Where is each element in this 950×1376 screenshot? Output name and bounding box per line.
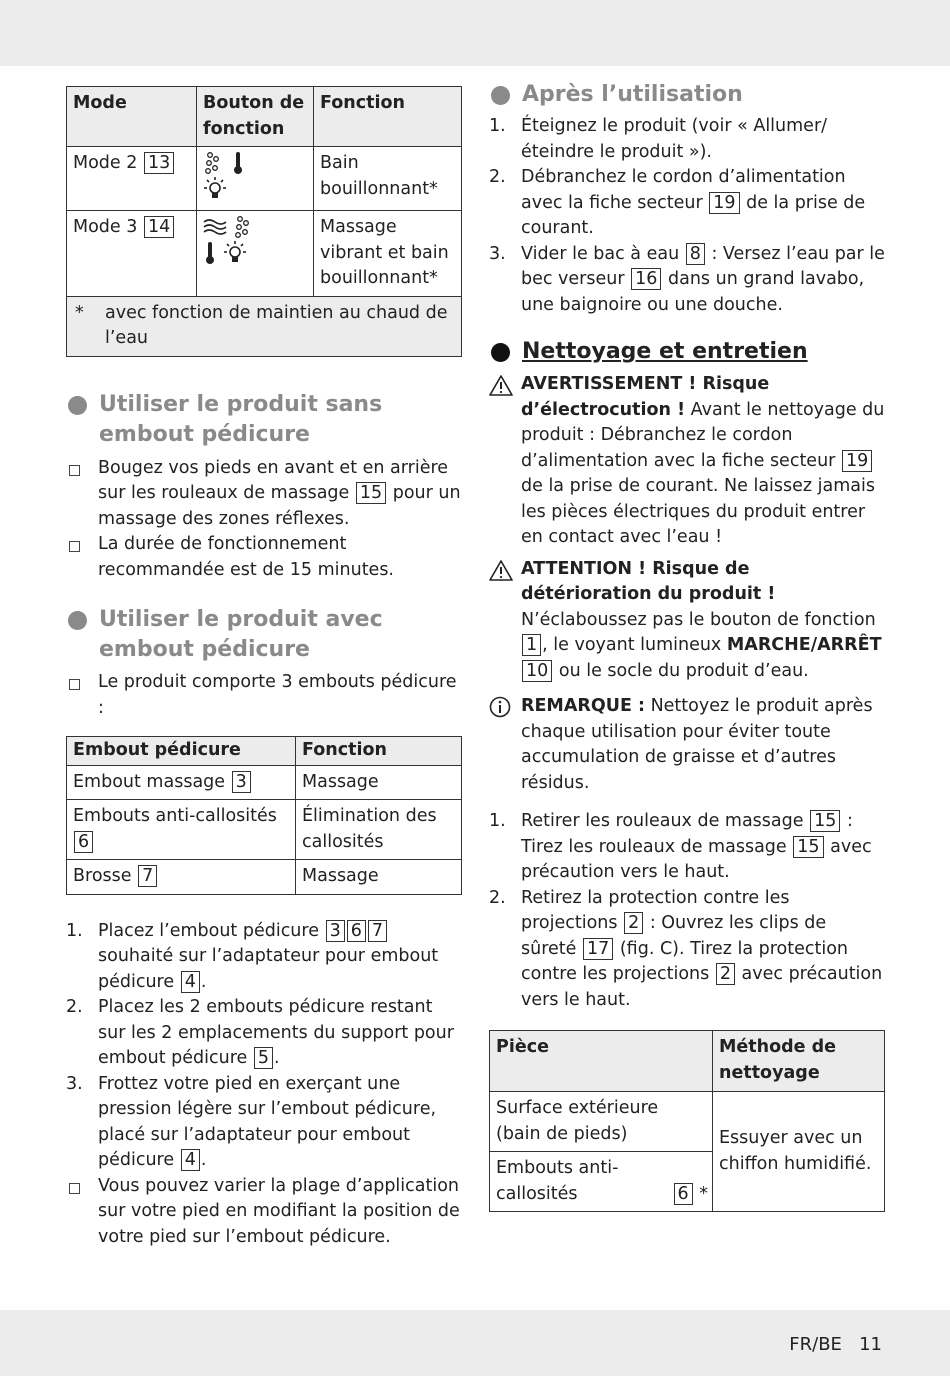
- bubbles-icon: [203, 151, 225, 175]
- table-cell: Massage: [296, 860, 462, 895]
- light-icon: [203, 177, 227, 201]
- ref-number: 8: [686, 243, 705, 265]
- bullet-dot: [68, 396, 87, 415]
- table-cell: Brosse 7: [67, 860, 296, 895]
- ref-number: 2: [624, 912, 643, 934]
- ref-number: 4: [181, 971, 200, 993]
- right-column: [489, 80, 885, 1212]
- vibration-icon: [203, 217, 227, 237]
- modes-table: [66, 86, 462, 357]
- ref-number: 16: [631, 268, 661, 290]
- ref-number: 1: [522, 634, 541, 656]
- list-item: 3. Frottez votre pied en exerçant une pression légère sur l’embout pédicure, placé sur l’adaptateur pour embout pédicure 4 .: [66, 1073, 437, 1170]
- list-item: Bougez vos pieds en avant et en arrière sur les rouleaux de massage 15 pour un massage des zones réflexes.: [66, 456, 462, 533]
- section-title: Après l’utilisation: [489, 80, 885, 110]
- header-band: [0, 0, 950, 66]
- left-column: [66, 86, 462, 1250]
- table-header: Mode: [67, 87, 197, 147]
- ref-number: 6: [74, 831, 93, 853]
- table-header: Pièce: [490, 1031, 713, 1092]
- checkbox-bullet: [69, 679, 80, 690]
- table-cell: Embout massage 3: [67, 765, 296, 800]
- list-item: 2. Retirez la protection contre les projections 2 : Ouvrez les clips de sûreté 17 (fig. C). Tirez la protection contre les projections 2 avec précaution vers le haut.: [489, 887, 883, 1010]
- table-cell: Massage vibrant et bain bouillonnant*: [314, 211, 462, 297]
- table-header: Méthode de nettoyage: [713, 1031, 885, 1092]
- ref-number: 14: [144, 216, 174, 238]
- table-row: [490, 1092, 885, 1152]
- table-row: [67, 765, 462, 800]
- thermometer-icon: [231, 151, 245, 175]
- list-item: 1. Placez l’embout pédicure 3 6 7 souhaité sur l’adaptateur pour embout pédicure 4 .: [66, 920, 439, 992]
- table-cell: Essuyer avec un chiffon humidifié.: [713, 1092, 885, 1212]
- embout-table: [66, 736, 462, 895]
- ref-number: 6: [674, 1183, 693, 1205]
- ref-number: 3: [326, 920, 345, 942]
- ref-number: 2: [716, 963, 735, 985]
- table-header: Bouton de fonction: [197, 87, 314, 147]
- table-cell: Élimination des callosités: [296, 800, 462, 860]
- function-icons: [197, 211, 314, 297]
- table-row: [67, 147, 462, 211]
- bullet-dot: [491, 343, 510, 362]
- table-cell: Bain bouillonnant*: [314, 147, 462, 211]
- ref-number: 15: [793, 836, 823, 858]
- table-header: Embout pédicure: [67, 737, 296, 766]
- table-footnote: * avec fonction de maintien au chaud de l’eau: [67, 296, 462, 356]
- page-footer: FR/BE 11: [789, 1334, 882, 1355]
- warning-icon: [489, 374, 513, 396]
- table-row: [67, 800, 462, 860]
- list-item: 3. Vider le bac à eau 8 : Versez l’eau par le bec verseur 16 dans un grand lavabo, une baignoire ou une douche.: [489, 243, 885, 315]
- checkbox-bullet: [69, 1183, 80, 1194]
- bullet-dot: [491, 86, 510, 105]
- table-cell: Mode 3 14: [67, 211, 197, 297]
- list-item: 1. Retirer les rouleaux de massage 15 : Tirez les rouleaux de massage 15 avec précaution vers le haut.: [489, 811, 872, 882]
- section-title: Utiliser le produit sans embout pédicure: [66, 390, 462, 450]
- ref-number: 15: [356, 482, 386, 504]
- table-row: [67, 860, 462, 895]
- ref-number: 15: [810, 810, 840, 832]
- light-icon: [223, 241, 247, 265]
- info-icon: [489, 696, 511, 718]
- list-item: 1. Éteignez le produit (voir « Allumer/éteindre le produit »).: [489, 116, 828, 162]
- table-cell: Surface extérieure (bain de pieds): [490, 1092, 713, 1152]
- warning-icon: [489, 559, 513, 581]
- section-title: Utiliser le produit avec embout pédicure: [66, 605, 462, 665]
- table-cell: Mode 2 13: [67, 147, 197, 211]
- cleaning-table: [489, 1030, 885, 1212]
- thermometer-icon: [203, 241, 217, 265]
- ref-number: 10: [522, 660, 552, 682]
- checkbox-bullet: [69, 541, 80, 552]
- bubbles-icon: [233, 215, 255, 239]
- bullet-dot: [68, 611, 87, 630]
- table-footnote-row: [67, 296, 462, 356]
- ref-number: 19: [709, 192, 739, 214]
- list-item: 2. Placez les 2 embouts pédicure restant sur les 2 emplacements du support pour embout pédicure 5 .: [66, 997, 454, 1068]
- caution-block: ATTENTION ! Risque de détérioration du produit ! N’éclaboussez pas le bouton de fonction 1 , le voyant lumineux MARCHE/ARRÊT 10 ou le socle du produit d’eau.: [489, 557, 885, 685]
- note-block: REMARQUE : Nettoyez le produit après chaque utilisation pour éviter toute accumulation de graisse et d’autres résidus.: [489, 694, 885, 796]
- ref-number: 4: [181, 1149, 200, 1171]
- table-cell: Embouts anti-callosités 6 *: [490, 1152, 713, 1212]
- table-cell: Embouts anti-callosités 6: [67, 800, 296, 860]
- table-cell: Massage: [296, 765, 462, 800]
- list-item: 2. Débranchez le cordon d’alimentation avec la fiche secteur 19 de la prise de courant.: [489, 167, 866, 238]
- section-title: Nettoyage et entretien: [489, 337, 885, 367]
- checkbox-bullet: [69, 465, 80, 476]
- function-icons: [197, 147, 314, 211]
- ref-number: 5: [254, 1047, 273, 1069]
- ref-number: 19: [842, 450, 872, 472]
- ref-number: 17: [583, 938, 613, 960]
- ref-number: 6: [347, 920, 366, 942]
- table-header: Fonction: [314, 87, 462, 147]
- warning-block: AVERTISSEMENT ! Risque d’électrocution ! Avant le nettoyage du produit : Débranchez le cordon d’alimentation avec la fiche secteur 19 de la prise de courant. Ne laissez jamais les pièces électriques du produit entrer en contact avec l’eau !: [489, 372, 885, 551]
- ref-number: 7: [368, 920, 387, 942]
- ref-number: 3: [232, 771, 251, 793]
- table-row: [67, 211, 462, 297]
- list-item: Vous pouvez varier la plage d’application sur votre pied en modifiant la position de votre pied sur l’embout pédicure.: [66, 1174, 462, 1251]
- list-item: La durée de fonctionnement recommandée est de 15 minutes.: [66, 532, 462, 583]
- ref-number: 7: [138, 865, 157, 887]
- ref-number: 13: [144, 152, 174, 174]
- list-item: Le produit comporte 3 embouts pédicure :: [66, 670, 462, 721]
- table-header: Fonction: [296, 737, 462, 766]
